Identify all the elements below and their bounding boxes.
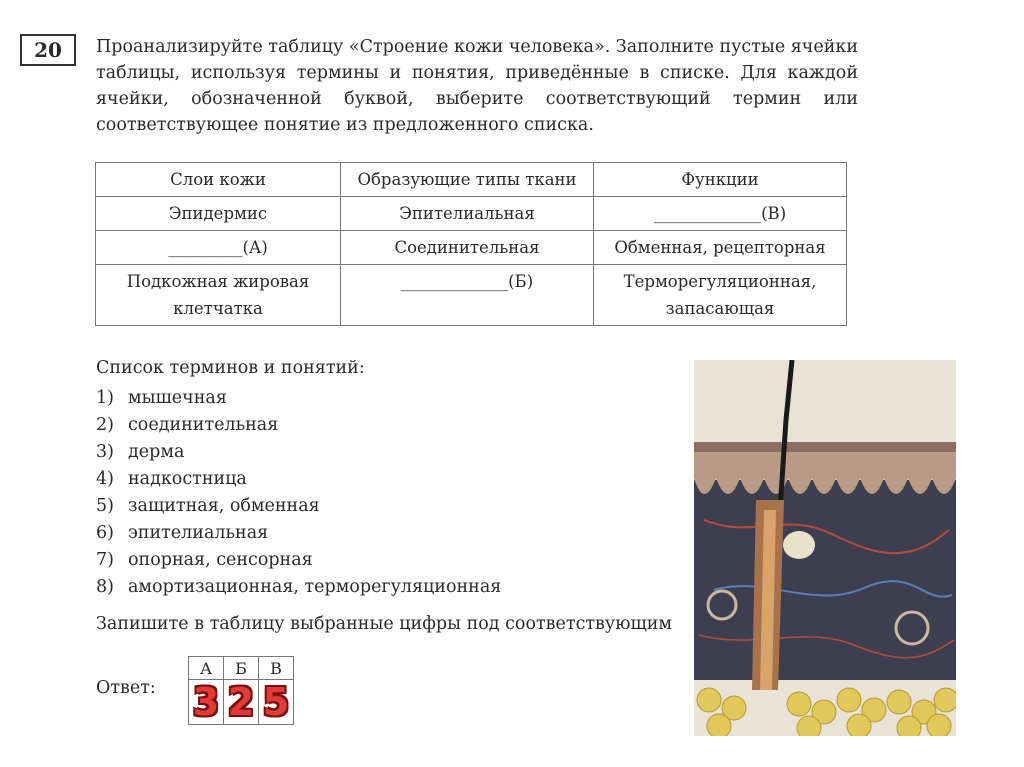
answer-digit-b: 2 [224, 680, 259, 725]
table-row [96, 265, 847, 326]
term-text: дерма [128, 442, 185, 462]
term-number: 3) [96, 442, 114, 462]
cell-tissue: Эпителиальная [341, 197, 594, 231]
question-number: 20 [20, 34, 76, 66]
term-text: защитная, обменная [128, 496, 320, 516]
list-item [96, 412, 501, 439]
cell-layer: Подкожная жировая клетчатка [96, 265, 341, 326]
term-text: надкостница [128, 469, 247, 489]
term-number: 7) [96, 550, 114, 570]
term-text: эпителиальная [128, 523, 269, 543]
list-item [96, 466, 501, 493]
list-item [96, 385, 501, 412]
table-header-row [96, 163, 847, 197]
answer-digit-v: 5 [259, 680, 294, 725]
list-item [96, 574, 501, 601]
cell-layer: Эпидермис [96, 197, 341, 231]
term-text: мышечная [128, 388, 227, 408]
table-row [96, 197, 847, 231]
cell-function: Обменная, рецепторная [594, 231, 847, 265]
term-number: 2) [96, 415, 114, 435]
answer-table [188, 656, 294, 725]
skin-structure-table [95, 162, 847, 326]
list-item [96, 439, 501, 466]
term-number: 6) [96, 523, 114, 543]
header-layers: Слои кожи [96, 163, 341, 197]
term-number: 1) [96, 388, 114, 408]
answer-letter-v: В [259, 657, 294, 680]
instruction-text: Запишите в таблицу выбранные цифры под соответствующим [96, 614, 672, 634]
table-row [96, 231, 847, 265]
terms-list [96, 385, 501, 601]
cell-tissue: Соединительная [341, 231, 594, 265]
term-text: опорная, сенсорная [128, 550, 313, 570]
list-item [96, 547, 501, 574]
skin-cross-section-illustration [694, 360, 956, 736]
cell-tissue-blank-b: _____________(Б) [341, 265, 594, 326]
question-prompt: Проанализируйте таблицу «Строение кожи человека». Заполните пустые ячейки таблицы, используя термины и понятия, приведённые в списке. Для каждой ячейки, обозначенной буквой, выберите соответствующий термин или соответствующее понятие из предложенного списка. [96, 37, 858, 135]
cell-function: Терморегуляционная, запасающая [594, 265, 847, 326]
term-text: амортизационная, терморегуляционная [128, 577, 502, 597]
answer-digit-a: 3 [189, 680, 224, 725]
terms-list-title: Список терминов и понятий: [96, 358, 365, 378]
cell-layer-blank-a: _________(А) [96, 231, 341, 265]
cell-function-blank-v: _____________(В) [594, 197, 847, 231]
header-functions: Функции [594, 163, 847, 197]
list-item [96, 493, 501, 520]
answer-letter-a: А [189, 657, 224, 680]
list-item [96, 520, 501, 547]
term-text: соединительная [128, 415, 279, 435]
answer-label: Ответ: [96, 678, 156, 698]
answer-letter-b: Б [224, 657, 259, 680]
term-number: 8) [96, 577, 114, 597]
term-number: 5) [96, 496, 114, 516]
header-tissue: Образующие типы ткани [341, 163, 594, 197]
term-number: 4) [96, 469, 114, 489]
